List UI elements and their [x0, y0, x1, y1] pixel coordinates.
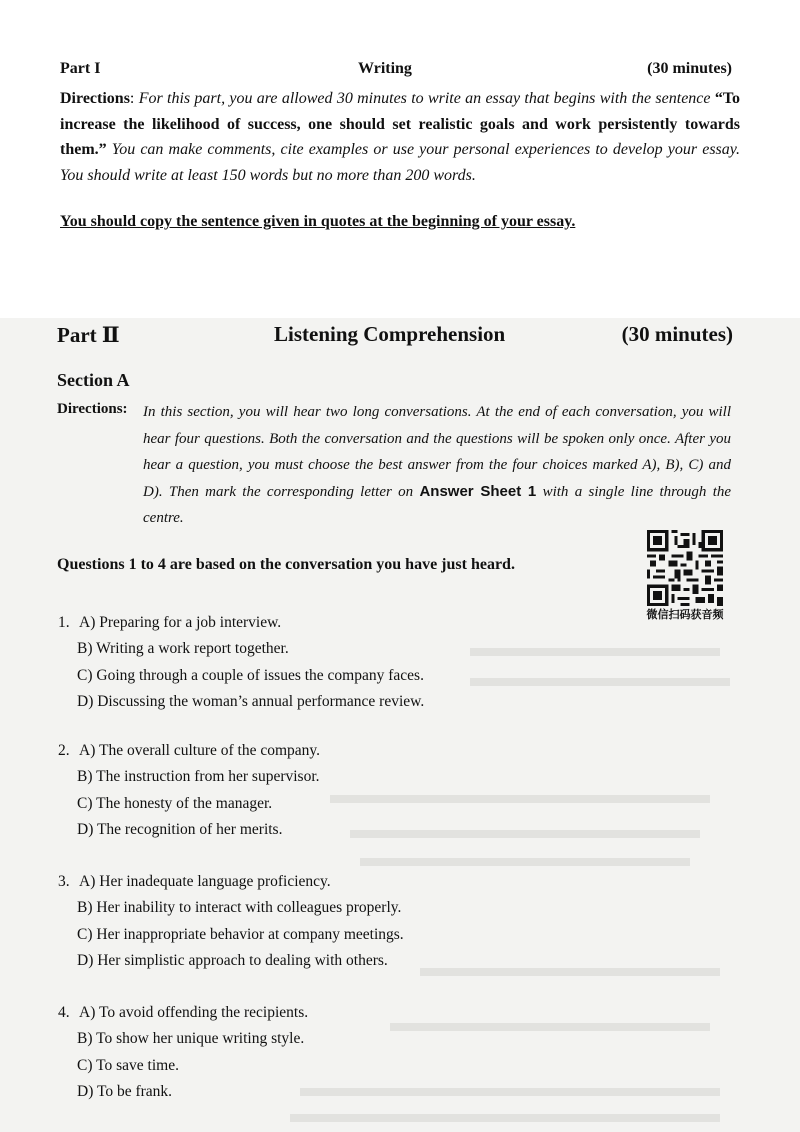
option-2c[interactable]: C) The honesty of the manager. — [77, 794, 273, 812]
option-4c[interactable]: C) To save time. — [77, 1056, 179, 1074]
part-1-title: Writing — [358, 60, 412, 77]
question-number: 4. — [58, 1004, 70, 1021]
question-1 — [58, 610, 424, 715]
answer-sheet-label: Answer Sheet 1 — [419, 482, 537, 500]
option-3a[interactable] — [58, 869, 404, 895]
question-4 — [58, 1000, 308, 1105]
bleed-through — [330, 795, 710, 803]
directions-text-end: with a single line through the centre. — [143, 483, 732, 526]
option-1d[interactable]: D) Discussing the woman’s annual performance review. — [77, 692, 425, 710]
option-2b[interactable]: B) The instruction from her supervisor. — [77, 768, 320, 786]
part-2-listening — [0, 318, 800, 1132]
directions-intro: For this part, you are allowed 30 minutes to write an essay that begins with the sentence — [138, 90, 711, 107]
bleed-through — [470, 678, 730, 686]
directions-text: In this section, you will hear two long conversations. At the end of each conversation, you will hear four questions. Both the conversation and the questions will be spoken only once. After you hear a question, you must choose the best answer from the four choices marked A), B), C) and D). Then mark the corresponding letter on — [143, 404, 731, 500]
bleed-through — [420, 968, 720, 976]
bleed-through — [350, 830, 700, 838]
part-1-writing — [0, 0, 800, 300]
qr-code-icon — [647, 530, 723, 606]
directions-label: Directions: — [57, 401, 128, 417]
directions-label: Directions — [60, 90, 130, 107]
option-text: A) Her inadequate language proficiency. — [79, 873, 331, 890]
question-number: 1. — [58, 614, 70, 631]
bleed-through — [300, 1088, 720, 1096]
option-4d[interactable]: D) To be frank. — [77, 1082, 173, 1100]
question-group-heading: Questions 1 to 4 are based on the conversation you have just heard. — [57, 556, 515, 573]
qr-caption: 微信扫码获音频 — [646, 608, 724, 621]
option-4b[interactable]: B) To show her unique writing style. — [77, 1030, 305, 1048]
option-4a[interactable] — [58, 1000, 308, 1026]
part-1-directions: Directions: For this part, you are allowed 30 minutes to write an essay that begins with the sentence “To increase the likelihood of success, one should set realistic goals and work persistently towards them.” You can make comments, cite examples or use your personal experiences to develop your essay. You should write at least 150 words but no more than 200 words. — [60, 90, 741, 184]
option-3c[interactable]: C) Her inappropriate behavior at company meetings. — [77, 925, 404, 943]
bleed-through — [290, 1114, 720, 1122]
section-title: Section A — [57, 370, 130, 390]
part-2-time: (30 minutes) — [621, 322, 733, 346]
option-3b[interactable]: B) Her inability to interact with colleagues properly. — [77, 899, 402, 917]
option-1b[interactable]: B) Writing a work report together. — [77, 640, 289, 658]
question-2 — [58, 738, 320, 843]
essay-quote: “To increase the likelihood of success, one should set realistic goals and work persistently towards them.” — [60, 90, 741, 158]
option-text: A) To avoid offending the recipients. — [79, 1004, 309, 1021]
part-2-label: Part Ⅱ — [57, 323, 120, 347]
part-1-header — [60, 60, 732, 82]
directions-rest: You can make comments, cite examples or use your personal experiences to develop your essay. You should write at least 150 words but no more than 200 words. — [60, 141, 741, 184]
part-2-header — [57, 322, 733, 352]
question-number: 3. — [58, 873, 70, 890]
section-directions — [143, 399, 731, 532]
option-text: A) The overall culture of the company. — [79, 742, 321, 759]
option-1c[interactable]: C) Going through a couple of issues the company faces. — [77, 666, 424, 684]
part-2-title: Listening Comprehension — [274, 322, 506, 346]
part-1-time: (30 minutes) — [647, 60, 732, 77]
option-2a[interactable] — [58, 738, 320, 764]
copy-instruction: You should copy the sentence given in quotes at the beginning of your essay. — [60, 213, 576, 230]
part-1-label: Part I — [60, 60, 101, 77]
question-number: 2. — [58, 742, 70, 759]
bleed-through — [360, 858, 690, 866]
question-3 — [58, 869, 404, 974]
qr-code[interactable] — [645, 530, 725, 622]
option-1a[interactable] — [58, 610, 424, 636]
option-3d[interactable]: D) Her simplistic approach to dealing with others. — [77, 951, 388, 969]
bleed-through — [470, 648, 720, 656]
option-text: A) Preparing for a job interview. — [79, 614, 282, 631]
bleed-through — [390, 1023, 710, 1031]
option-2d[interactable]: D) The recognition of her merits. — [77, 820, 283, 838]
